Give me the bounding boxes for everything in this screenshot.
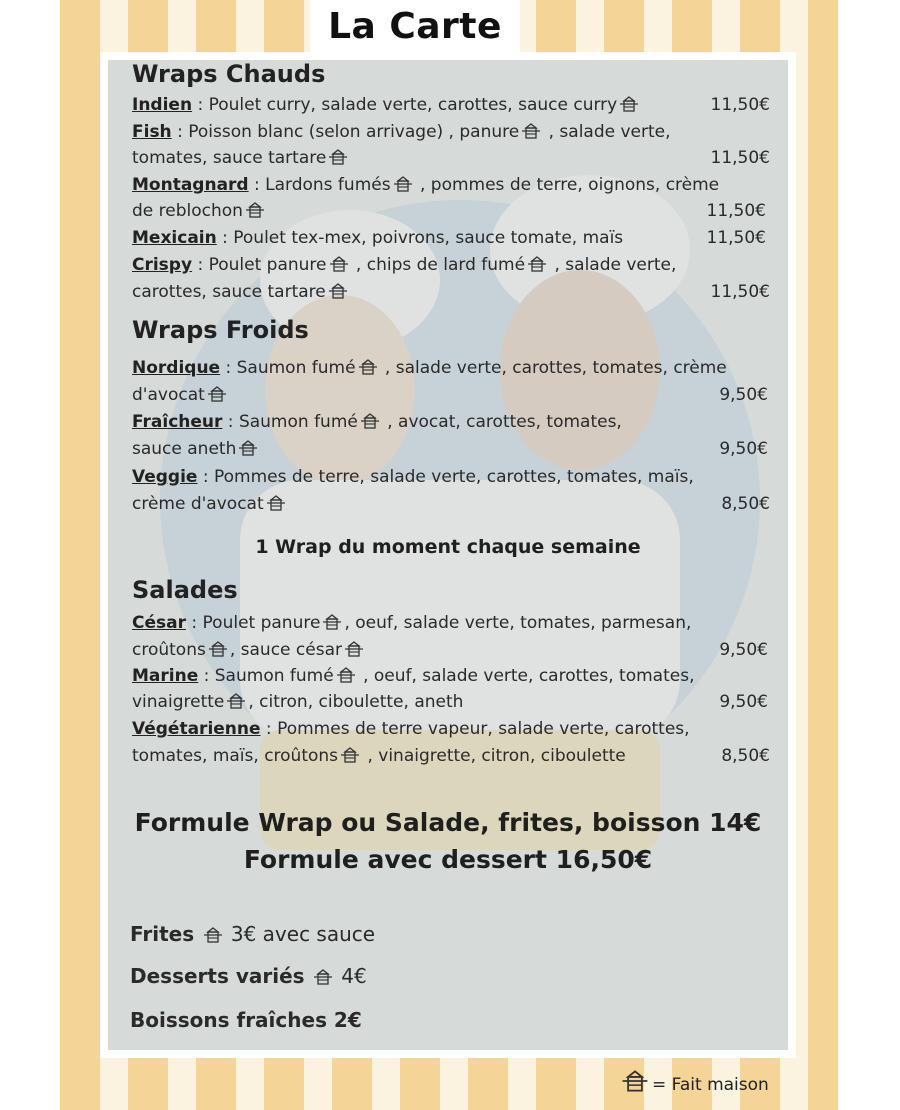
item-montagnard-line2: de reblochon	[132, 201, 267, 221]
homemade-icon	[359, 359, 377, 375]
item-price: 9,50€	[719, 692, 768, 712]
homemade-icon	[341, 747, 359, 763]
extra-frites: Frites 3€ avec sauce	[130, 922, 376, 946]
item-crispy: Crispy : Poulet panure , chips de lard fumé , salade verte,	[132, 255, 677, 275]
page-title: La Carte	[328, 6, 502, 47]
item-cesar-line2: croûtons , sauce césar	[132, 640, 366, 660]
item-crispy-line2: carottes, sauce tartare	[132, 282, 350, 302]
homemade-icon	[528, 256, 546, 272]
item-name: Marine	[132, 666, 199, 686]
homemade-icon	[522, 123, 540, 139]
wrap-du-moment: 1 Wrap du moment chaque semaine	[255, 536, 641, 558]
item-price: 9,50€	[719, 439, 768, 459]
item-price: 8,50€	[721, 746, 770, 766]
homemade-icon	[323, 614, 341, 630]
item-price: 11,50€	[710, 282, 770, 302]
item-name: Nordique	[132, 358, 221, 378]
item-mexicain: Mexicain : Poulet tex-mex, poivrons, sauce tomate, maïs	[132, 228, 624, 248]
item-name: Fraîcheur	[132, 412, 223, 432]
item-name: Mexicain	[132, 228, 217, 248]
item-nordique-line2: d'avocat	[132, 385, 229, 405]
item-fraicheur: Fraîcheur : Saumon fumé , avocat, carottes, tomates,	[132, 412, 622, 432]
item-price: 8,50€	[721, 494, 770, 514]
homemade-icon	[622, 1070, 648, 1092]
homemade-icon	[267, 495, 285, 511]
section-title-salades: Salades	[132, 576, 238, 604]
item-fish-line2: tomates, sauce tartare	[132, 148, 350, 168]
item-indien: Indien : Poulet curry, salade verte, carottes, sauce curry	[132, 95, 641, 115]
homemade-icon	[361, 413, 379, 429]
section-title-wraps-froids: Wraps Froids	[132, 316, 309, 344]
homemade-icon	[329, 149, 347, 165]
item-price: 11,50€	[706, 228, 766, 248]
item-nordique: Nordique : Saumon fumé , salade verte, carottes, tomates, crème	[132, 358, 727, 378]
item-name: Indien	[132, 95, 193, 115]
homemade-icon	[337, 667, 355, 683]
item-marine: Marine : Saumon fumé , oeuf, salade verte, carottes, tomates,	[132, 666, 695, 686]
item-vegetarienne-line2: tomates, maïs, croûtons , vinaigrette, citron, ciboulette	[132, 746, 626, 766]
item-name: César	[132, 613, 186, 633]
item-cesar: César : Poulet panure , oeuf, salade verte, tomates, parmesan,	[132, 613, 692, 633]
homemade-icon	[314, 969, 332, 985]
homemade-icon	[246, 202, 264, 218]
item-vegetarienne: Végétarienne : Pommes de terre vapeur, salade verte, carottes,	[132, 719, 690, 739]
homemade-icon	[209, 641, 227, 657]
item-montagnard: Montagnard : Lardons fumés , pommes de terre, oignons, crème	[132, 175, 720, 195]
homemade-icon	[208, 386, 226, 402]
extra-boissons: Boissons fraîches 2€	[130, 1008, 362, 1032]
item-price: 9,50€	[719, 640, 768, 660]
homemade-icon	[330, 256, 348, 272]
homemade-icon	[620, 96, 638, 112]
item-fish: Fish : Poisson blanc (selon arrivage) , panure , salade verte,	[132, 122, 671, 142]
item-name: Montagnard	[132, 175, 249, 195]
section-title-wraps-chauds: Wraps Chauds	[132, 60, 326, 88]
item-name: Crispy	[132, 255, 193, 275]
item-veggie: Veggie : Pommes de terre, salade verte, carottes, tomates, maïs,	[132, 467, 694, 487]
homemade-icon	[394, 176, 412, 192]
legend: = Fait maison	[622, 1070, 769, 1095]
item-name: Veggie	[132, 467, 198, 487]
extra-desserts: Desserts variés 4€	[130, 964, 367, 988]
homemade-icon	[345, 641, 363, 657]
homemade-icon	[239, 440, 257, 456]
item-fraicheur-line2: sauce aneth	[132, 439, 260, 459]
homemade-icon	[329, 283, 347, 299]
homemade-icon	[204, 927, 222, 943]
item-price: 9,50€	[719, 385, 768, 405]
formule-wrap-salade: Formule Wrap ou Salade, frites, boisson 14€	[134, 808, 762, 837]
item-price: 11,50€	[710, 148, 770, 168]
item-name: Fish	[132, 122, 172, 142]
item-price: 11,50€	[710, 95, 770, 115]
formule-dessert: Formule avec dessert 16,50€	[243, 845, 653, 874]
item-name: Végétarienne	[132, 719, 261, 739]
item-price: 11,50€	[706, 201, 766, 221]
item-veggie-line2: crème d'avocat	[132, 494, 288, 514]
homemade-icon	[227, 693, 245, 709]
item-marine-line2: vinaigrette , citron, ciboulette, aneth	[132, 692, 464, 712]
